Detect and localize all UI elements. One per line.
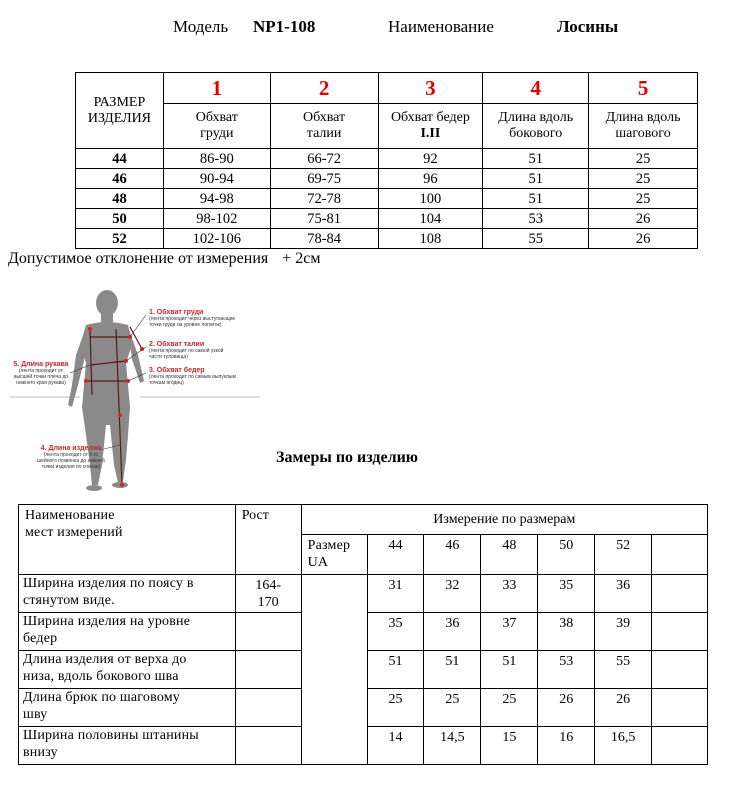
value-cell: 72-78 bbox=[270, 189, 378, 209]
value-cell: 26 bbox=[589, 209, 698, 229]
value-cell: 51 bbox=[424, 651, 481, 689]
figure-label-title: 3. Обхват бедер bbox=[149, 367, 205, 374]
empty-cell bbox=[235, 727, 301, 765]
value-cell: 25 bbox=[589, 189, 698, 209]
size-ua-header bbox=[301, 535, 367, 575]
col-num: 1 bbox=[163, 73, 270, 104]
value-cell: 51 bbox=[367, 651, 424, 689]
size-cell: 48 bbox=[76, 189, 164, 209]
value-cell: 38 bbox=[538, 613, 595, 651]
value-cell: 96 bbox=[378, 169, 483, 189]
value-cell: 104 bbox=[378, 209, 483, 229]
model-value: NP1-108 bbox=[253, 17, 316, 36]
table-row bbox=[76, 149, 698, 169]
value-cell: 26 bbox=[589, 229, 698, 249]
value-cell: 37 bbox=[481, 613, 538, 651]
col-label-line: Длина вдоль bbox=[605, 110, 681, 125]
tolerance-text: Допустимое отклонение от измерения bbox=[8, 250, 269, 267]
empty-cell bbox=[652, 651, 708, 689]
value-cell: 25 bbox=[481, 689, 538, 727]
table-row bbox=[76, 189, 698, 209]
size-cell: 46 bbox=[76, 169, 164, 189]
measure-table bbox=[18, 504, 708, 765]
value-cell: 25 bbox=[367, 689, 424, 727]
size-ua-line: UA bbox=[307, 555, 329, 570]
measure-title: Замеры по изделию bbox=[276, 449, 419, 466]
figure-label-title: 1. Обхват груди bbox=[149, 309, 204, 316]
figure-label bbox=[34, 445, 108, 470]
name-label: Наименование bbox=[388, 17, 494, 36]
value-cell: 31 bbox=[367, 575, 424, 613]
col-num: 5 bbox=[589, 73, 698, 104]
name-value: Лосины bbox=[557, 17, 619, 36]
value-cell: 51 bbox=[481, 651, 538, 689]
col-num: 2 bbox=[270, 73, 378, 104]
size-col-header: 52 bbox=[595, 535, 652, 575]
row-name-line: Ширина изделия по поясу в bbox=[23, 576, 194, 591]
row-name bbox=[19, 727, 236, 765]
figure-label-sub: (лента проходит от 6-го bbox=[43, 452, 99, 458]
table-row bbox=[76, 229, 698, 249]
row-name bbox=[19, 651, 236, 689]
row-name-line: Ширина половины штанины bbox=[23, 728, 199, 743]
table-row bbox=[76, 209, 698, 229]
row-name-line: низа, вдоль бокового шва bbox=[23, 669, 179, 684]
figure-label-sub: высшей точки плеча до bbox=[13, 374, 69, 380]
row-name-line: бедер bbox=[23, 631, 58, 646]
figure-label-sub: точкам ягодиц) bbox=[149, 380, 184, 386]
size-table bbox=[75, 72, 698, 249]
height-value-line: 170 bbox=[257, 595, 279, 610]
figure-label-title: 5. Длина рукава bbox=[13, 361, 69, 368]
value-cell: 36 bbox=[424, 613, 481, 651]
value-cell: 16,5 bbox=[595, 727, 652, 765]
size-header-line: ИЗДЕЛИЯ bbox=[87, 110, 152, 126]
empty-cell bbox=[652, 689, 708, 727]
value-cell: 66-72 bbox=[270, 149, 378, 169]
col-label-line: груди bbox=[200, 126, 234, 141]
value-cell: 100 bbox=[378, 189, 483, 209]
figure-label-sub: (лента проходит через выступающие bbox=[149, 316, 236, 322]
col-label-line: Обхват бедер bbox=[390, 110, 470, 125]
size-col-header: 46 bbox=[424, 535, 481, 575]
value-cell: 108 bbox=[378, 229, 483, 249]
size-header-line: РАЗМЕР bbox=[93, 94, 146, 110]
empty-cell bbox=[652, 575, 708, 613]
figure-label-sub: (лента проходит по самой узкой bbox=[149, 348, 224, 354]
figure-label bbox=[10, 361, 72, 386]
col-label-line: шагового bbox=[615, 126, 671, 141]
col-label-line: Обхват bbox=[195, 110, 238, 125]
table-row bbox=[19, 575, 708, 613]
value-cell: 55 bbox=[483, 229, 589, 249]
col-label bbox=[483, 104, 589, 149]
size-col-header: 48 bbox=[481, 535, 538, 575]
value-cell: 39 bbox=[595, 613, 652, 651]
figure-label-sub: точки груди на уровне лопаток) bbox=[149, 322, 222, 328]
name-header bbox=[19, 505, 236, 575]
col-label bbox=[378, 104, 483, 149]
value-cell: 69-75 bbox=[270, 169, 378, 189]
value-cell: 26 bbox=[538, 689, 595, 727]
table-row bbox=[76, 169, 698, 189]
value-cell: 92 bbox=[378, 149, 483, 169]
value-cell: 25 bbox=[424, 689, 481, 727]
figure-label-sub: точки изделия по спинке) bbox=[41, 464, 101, 470]
value-cell: 15 bbox=[481, 727, 538, 765]
col-num: 4 bbox=[483, 73, 589, 104]
value-cell: 75-81 bbox=[270, 209, 378, 229]
value-cell: 26 bbox=[595, 689, 652, 727]
value-cell: 86-90 bbox=[163, 149, 270, 169]
value-cell: 94-98 bbox=[163, 189, 270, 209]
value-cell: 55 bbox=[595, 651, 652, 689]
value-cell: 33 bbox=[481, 575, 538, 613]
empty-cell bbox=[652, 727, 708, 765]
row-name-line: стянутом виде. bbox=[23, 593, 115, 608]
name-header-line: Наименование bbox=[25, 508, 115, 523]
value-cell: 36 bbox=[595, 575, 652, 613]
row-name bbox=[19, 689, 236, 727]
size-cell: 52 bbox=[76, 229, 164, 249]
figure-label-sub: части туловища) bbox=[149, 354, 188, 360]
height-header: Рост bbox=[235, 505, 301, 575]
tolerance-value: + 2см bbox=[282, 250, 321, 267]
sizes-header: Измерение по размерам bbox=[301, 505, 707, 535]
value-cell: 102-106 bbox=[163, 229, 270, 249]
figure-label-sub: шейного позвонка до нижней bbox=[37, 458, 105, 464]
value-cell: 32 bbox=[424, 575, 481, 613]
value-cell: 16 bbox=[538, 727, 595, 765]
col-label bbox=[589, 104, 698, 149]
model-label: Модель bbox=[173, 17, 229, 36]
col-label bbox=[163, 104, 270, 149]
value-cell: 51 bbox=[483, 169, 589, 189]
name-header-line: мест измерений bbox=[25, 525, 123, 540]
figure-label bbox=[149, 309, 235, 328]
value-cell: 51 bbox=[483, 189, 589, 209]
figure-label-title: 2. Обхват талии bbox=[149, 341, 205, 348]
value-cell: 78-84 bbox=[270, 229, 378, 249]
value-cell: 90-94 bbox=[163, 169, 270, 189]
size-ua-line: Размер bbox=[307, 538, 351, 553]
value-cell: 14,5 bbox=[424, 727, 481, 765]
value-cell: 98-102 bbox=[163, 209, 270, 229]
col-label-line: талии bbox=[306, 126, 342, 141]
value-cell: 53 bbox=[483, 209, 589, 229]
value-cell: 35 bbox=[538, 575, 595, 613]
row-name bbox=[19, 575, 236, 613]
value-cell: 51 bbox=[483, 149, 589, 169]
figure-label-sub: (лента проходит от bbox=[18, 368, 64, 374]
col-num: 3 bbox=[378, 73, 483, 104]
col-label-line: I.II bbox=[420, 126, 441, 141]
figure-label-sub: нижнего края рукава) bbox=[16, 380, 66, 386]
size-cell: 44 bbox=[76, 149, 164, 169]
empty-cell bbox=[652, 613, 708, 651]
size-col-header: 44 bbox=[367, 535, 424, 575]
figure-label bbox=[149, 341, 223, 360]
figure-label-sub: (лента проходит по самым выпуклым bbox=[149, 374, 236, 380]
row-name-line: Длина брюк по шаговому bbox=[23, 690, 181, 705]
col-label-line: бокового bbox=[509, 126, 563, 141]
row-name-line: шву bbox=[23, 707, 48, 722]
col-label-line: Обхват bbox=[303, 110, 346, 125]
value-cell: 53 bbox=[538, 651, 595, 689]
size-col-header: 50 bbox=[538, 535, 595, 575]
tolerance-note bbox=[8, 250, 320, 268]
size-cell: 50 bbox=[76, 209, 164, 229]
empty-cell bbox=[235, 651, 301, 689]
value-cell: 14 bbox=[367, 727, 424, 765]
row-name-line: Ширина изделия на уровне bbox=[23, 614, 191, 629]
size-header bbox=[76, 73, 164, 149]
empty-cell bbox=[235, 613, 301, 651]
empty-cell bbox=[301, 575, 367, 765]
row-name bbox=[19, 613, 236, 651]
figure-label bbox=[149, 367, 236, 386]
height-value bbox=[235, 575, 301, 613]
value-cell: 35 bbox=[367, 613, 424, 651]
col-label-line: Длина вдоль bbox=[498, 110, 574, 125]
body-measurement-figure bbox=[10, 285, 260, 505]
value-cell: 25 bbox=[589, 169, 698, 189]
empty-cell bbox=[652, 535, 708, 575]
row-name-line: внизу bbox=[23, 745, 58, 760]
figure-label-title: 4. Длина изделия bbox=[40, 445, 102, 452]
col-label bbox=[270, 104, 378, 149]
height-value-line: 164- bbox=[255, 578, 281, 593]
row-name-line: Длина изделия от верха до bbox=[23, 652, 187, 667]
value-cell: 25 bbox=[589, 149, 698, 169]
empty-cell bbox=[235, 689, 301, 727]
